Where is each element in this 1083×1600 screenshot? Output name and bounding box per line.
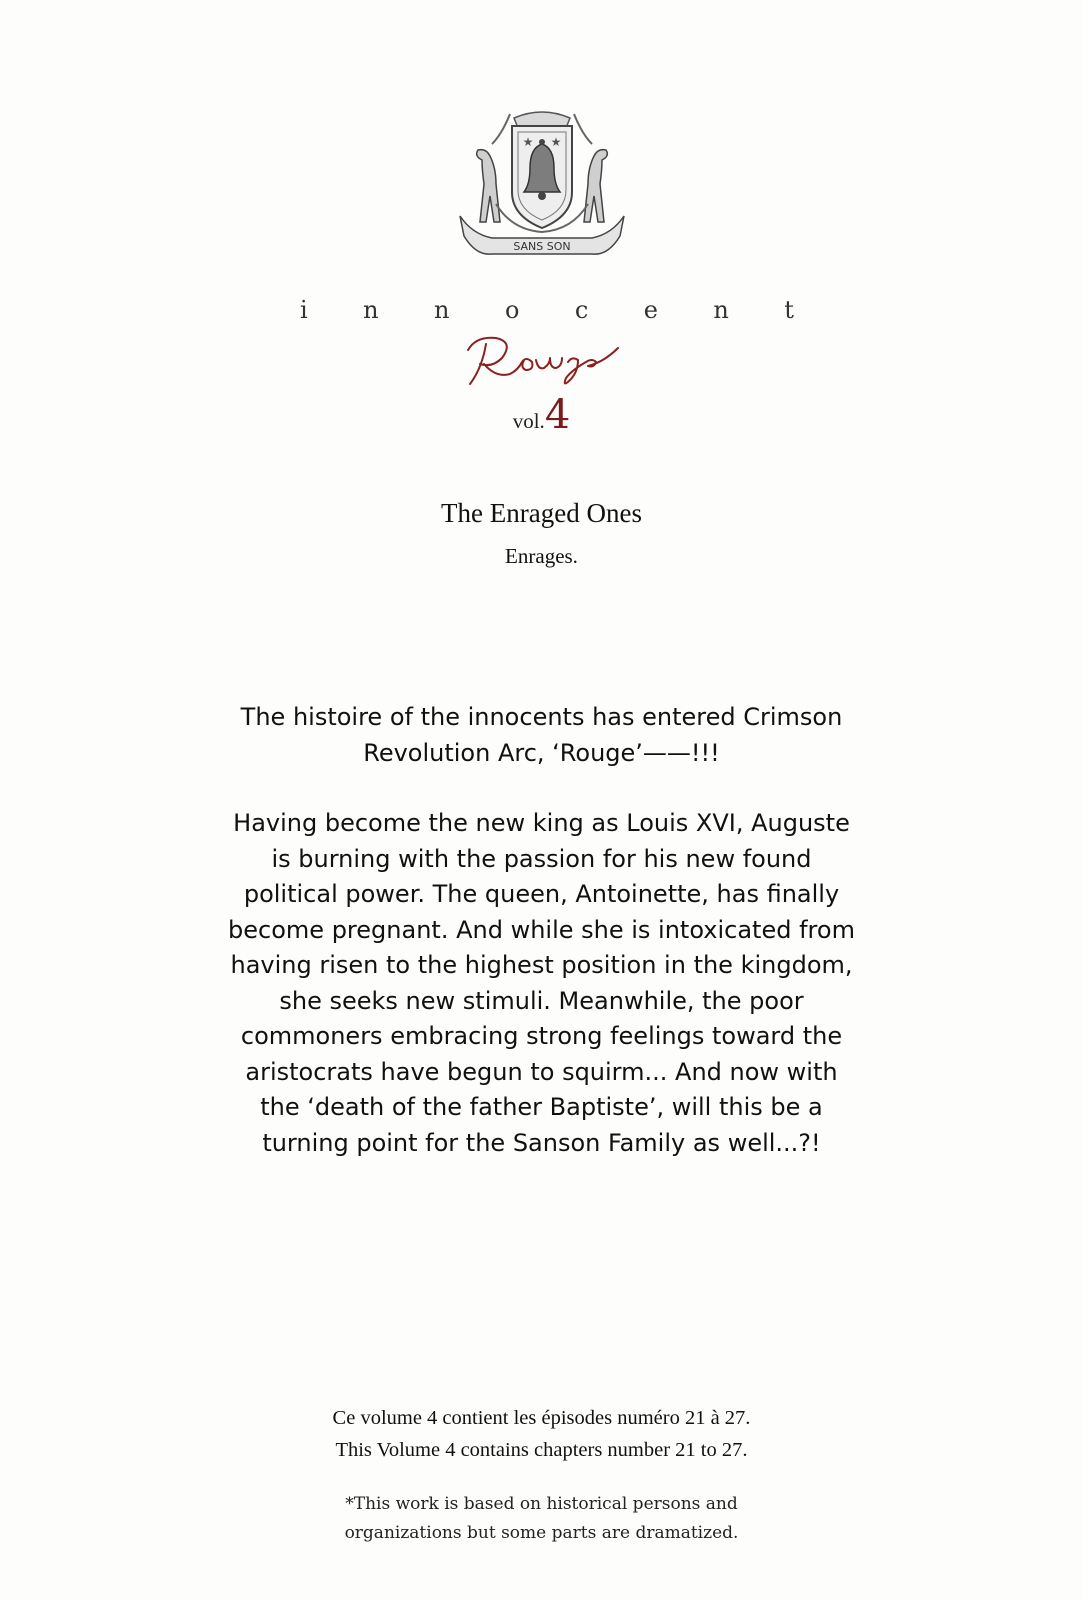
synopsis-line: political power. The queen, Antoinette, has finally (243, 880, 840, 908)
coat-of-arms-emblem (452, 104, 632, 272)
disclaimer-line: *This work is based on historical persons and (345, 1494, 738, 1514)
disclaimer-line: organizations but some parts are dramatized. (344, 1523, 739, 1543)
synopsis-line: is burning with the passion for his new found (271, 844, 812, 873)
title-letter: c (574, 296, 589, 324)
synopsis-line: Having become the new king as Louis XVI, Auguste (233, 809, 850, 837)
title-letter: i (300, 296, 308, 324)
synopsis-line: aristocrats have begun to squirm... And now with (245, 1057, 838, 1086)
synopsis-line: Revolution Arc, ‘Rouge’——!!! (363, 738, 720, 767)
disclaimer-note (0, 1490, 1083, 1548)
volume-label (0, 392, 1083, 438)
synopsis-line: commoners embracing strong feelings toward the (240, 1022, 843, 1050)
title-letter: n (713, 296, 729, 324)
synopsis-body (200, 806, 883, 1161)
title-letter: o (504, 296, 520, 324)
volume-subtitle-english: The Enraged Ones (441, 498, 642, 528)
synopsis-line: turning point for the Sanson Family as well...?! (262, 1128, 821, 1157)
svg-text:★: ★ (522, 135, 534, 149)
synopsis-line: The histoire of the innocents has entered Crimson (240, 703, 843, 731)
title-letter: n (363, 296, 379, 324)
synopsis-text (200, 700, 883, 1161)
synopsis-line: the ‘death of the father Baptiste’, will this be a (260, 1093, 823, 1121)
contents-english: This Volume 4 contains chapters number 21 to 27. (335, 1439, 748, 1461)
volume-prefix: vol. (512, 409, 545, 433)
series-title-innocent (300, 296, 794, 324)
volume-contents-note (0, 1402, 1083, 1466)
crest-motto-text: SANS SON (513, 240, 571, 253)
title-letter: e (643, 296, 658, 324)
rouge-script-logo (462, 328, 622, 396)
contents-french: Ce volume 4 contient les épisodes numéro 21 à 27. (332, 1407, 751, 1429)
title-letter: n (434, 296, 450, 324)
volume-number: 4 (544, 392, 571, 438)
synopsis-line: having risen to the highest position in the kingdom, (230, 951, 853, 979)
synopsis-line: she seeks new stimuli. Meanwhile, the poor (279, 986, 804, 1015)
svg-text:★: ★ (550, 135, 562, 149)
synopsis-line: become pregnant. And while she is intoxicated from (228, 915, 855, 944)
synopsis-intro (200, 700, 883, 771)
volume-subtitle-french: Enrages. (505, 544, 578, 568)
title-letter: t (784, 296, 794, 324)
